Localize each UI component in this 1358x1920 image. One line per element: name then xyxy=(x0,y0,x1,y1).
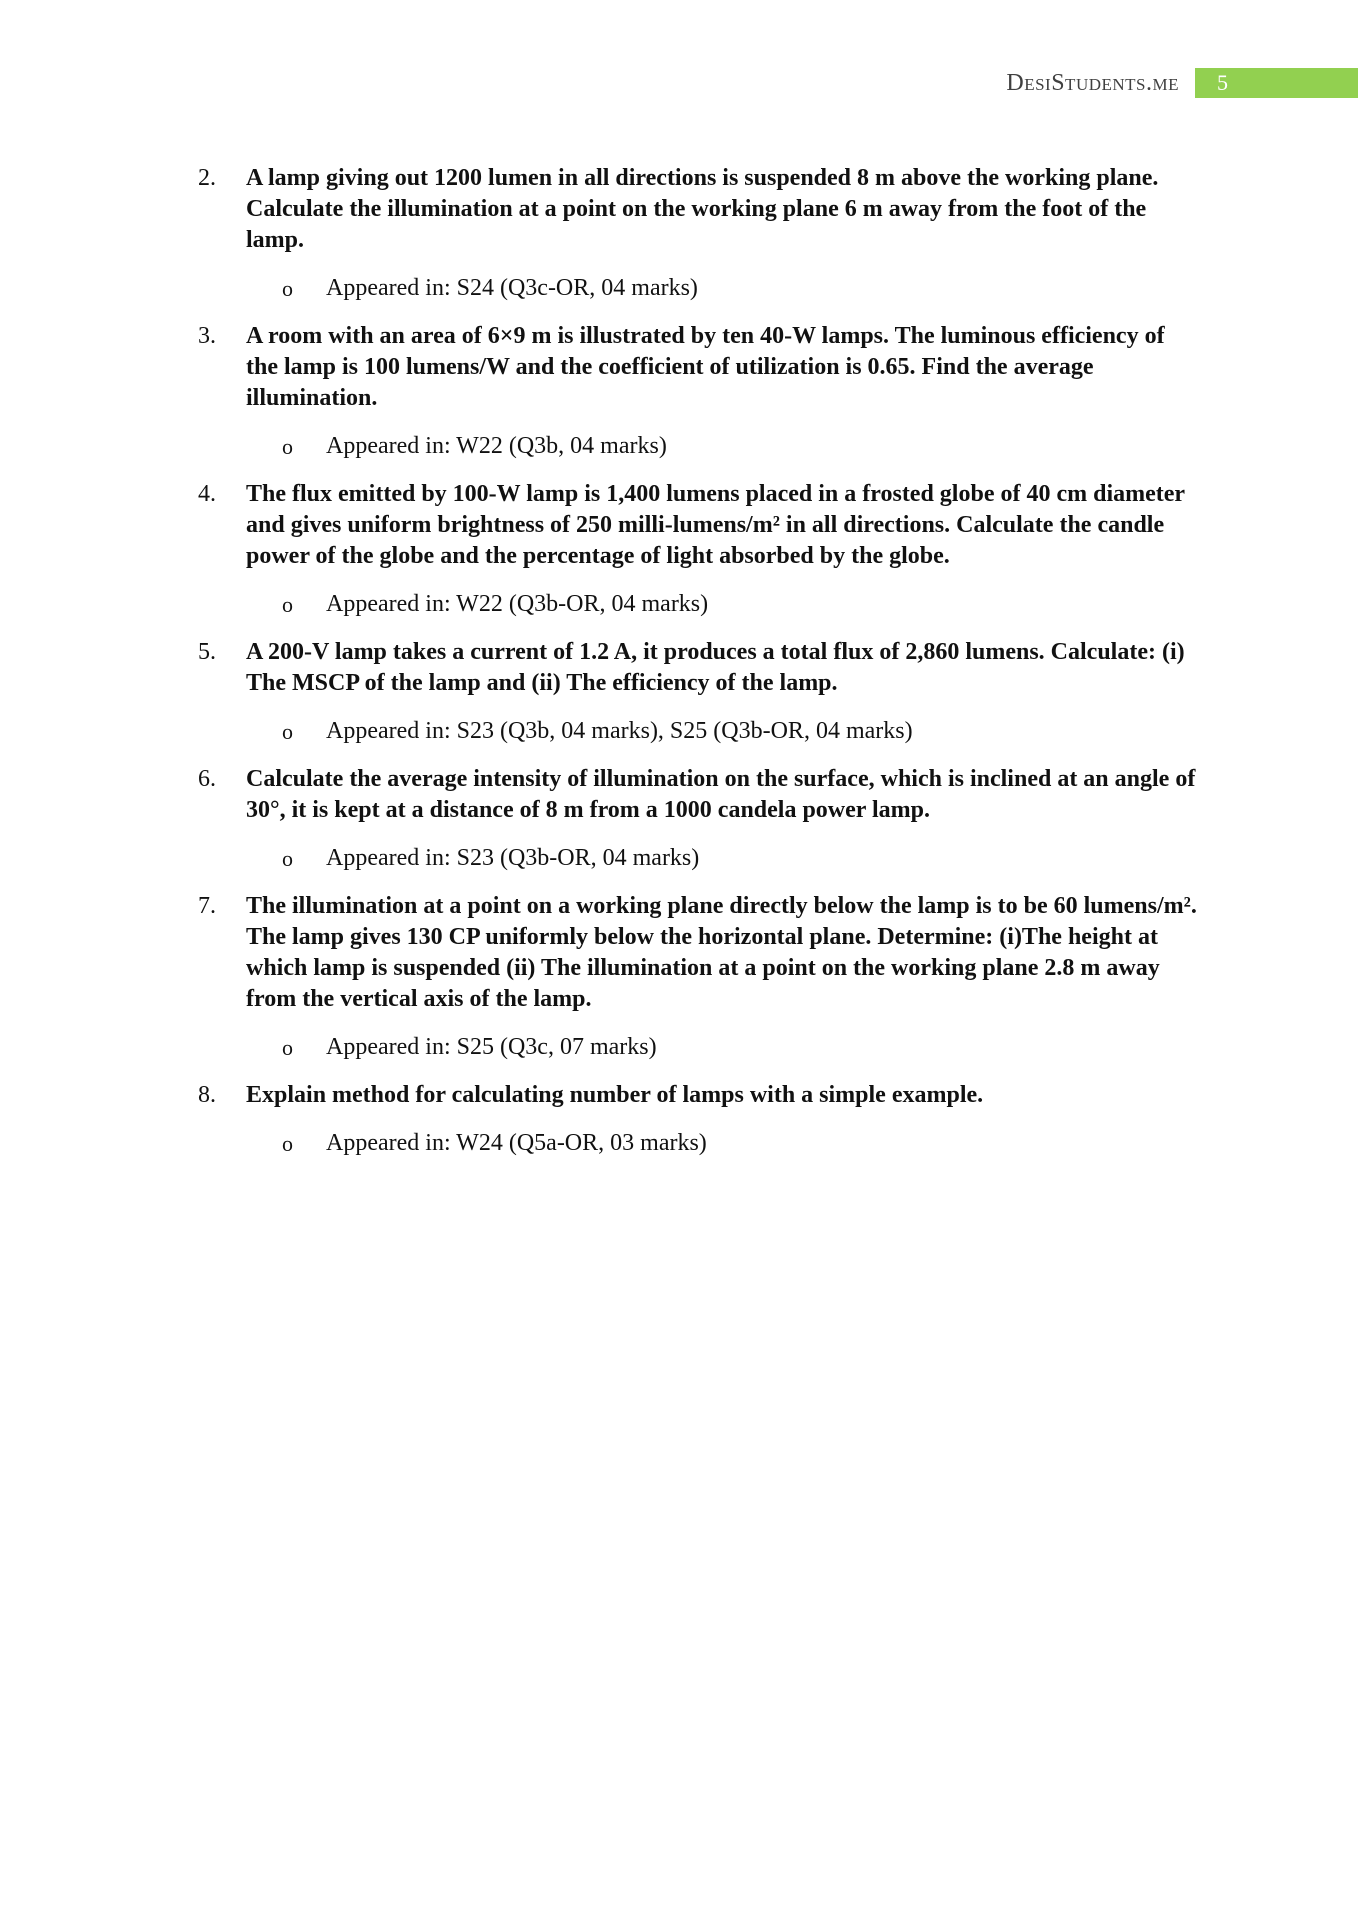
question-item xyxy=(200,1080,1200,1159)
site-name: DesiStudents.me xyxy=(1006,69,1179,96)
appeared-in-text: Appeared in: S25 (Q3c, 07 marks) xyxy=(326,1034,657,1060)
appeared-in-line xyxy=(200,843,1200,874)
question-number: 8. xyxy=(198,1082,216,1108)
question-item xyxy=(200,163,1200,304)
appeared-in-line xyxy=(200,716,1200,747)
question-text: A lamp giving out 1200 lumen in all directions is suspended 8 m above the working plane. Calculate the illumination at a point on the working plane 6 m away from the foot of the lamp. xyxy=(246,165,1159,253)
appeared-in-text: Appeared in: S24 (Q3c-OR, 04 marks) xyxy=(326,275,698,301)
appeared-in-text: Appeared in: S23 (Q3b, 04 marks), S25 (Q3b-OR, 04 marks) xyxy=(326,718,913,744)
question-text: Calculate the average intensity of illumination on the surface, which is inclined at an angle of 30°, it is kept at a distance of 8 m from a 1000 candela power lamp. xyxy=(246,766,1196,823)
bullet-icon: o xyxy=(282,434,293,459)
appeared-in-line xyxy=(200,589,1200,620)
question-item xyxy=(200,891,1200,1063)
question-text: The flux emitted by 100-W lamp is 1,400 lumens placed in a frosted globe of 40 cm diameter and gives uniform brightness of 250 milli-lumens/m² in all directions. Calculate the candle power of the globe and the percentage of light absorbed by the globe. xyxy=(246,481,1185,569)
page-number: 5 xyxy=(1195,68,1358,98)
appeared-in-text: Appeared in: S23 (Q3b-OR, 04 marks) xyxy=(326,845,700,871)
question-text: A room with an area of 6×9 m is illustrated by ten 40-W lamps. The luminous efficiency of the lamp is 100 lumens/W and the coefficient of utilization is 0.65. Find the average illumination. xyxy=(246,323,1165,411)
question-number: 7. xyxy=(198,893,216,919)
bullet-icon: o xyxy=(282,719,293,744)
appeared-in-line xyxy=(200,1032,1200,1063)
question-number: 6. xyxy=(198,766,216,792)
question-text: The illumination at a point on a working plane directly below the lamp is to be 60 lumens/m². The lamp gives 130 CP uniformly below the horizontal plane. Determine: (i)The height at which lamp is suspended (ii) The illumination at a point on the working plane 2.8 m away from the vertical axis of the lamp. xyxy=(246,893,1197,1012)
page-header xyxy=(1006,68,1358,98)
question-list xyxy=(200,163,1200,1176)
question-text: Explain method for calculating number of lamps with a simple example. xyxy=(246,1082,984,1108)
appeared-in-line xyxy=(200,431,1200,462)
question-number: 2. xyxy=(198,165,216,191)
appeared-in-text: Appeared in: W22 (Q3b-OR, 04 marks) xyxy=(326,591,709,617)
bullet-icon: o xyxy=(282,846,293,871)
question-number: 3. xyxy=(198,323,216,349)
question-number: 4. xyxy=(198,481,216,507)
question-item xyxy=(200,321,1200,462)
bullet-icon: o xyxy=(282,276,293,301)
bullet-icon: o xyxy=(282,1131,293,1156)
question-number: 5. xyxy=(198,639,216,665)
question-item xyxy=(200,637,1200,747)
appeared-in-text: Appeared in: W24 (Q5a-OR, 03 marks) xyxy=(326,1130,707,1156)
appeared-in-line xyxy=(200,1128,1200,1159)
appeared-in-text: Appeared in: W22 (Q3b, 04 marks) xyxy=(326,433,667,459)
question-text: A 200-V lamp takes a current of 1.2 A, it produces a total flux of 2,860 lumens. Calculate: (i) The MSCP of the lamp and (ii) The efficiency of the lamp. xyxy=(246,639,1185,696)
appeared-in-line xyxy=(200,273,1200,304)
bullet-icon: o xyxy=(282,592,293,617)
question-item xyxy=(200,479,1200,620)
bullet-icon: o xyxy=(282,1035,293,1060)
question-item xyxy=(200,764,1200,874)
